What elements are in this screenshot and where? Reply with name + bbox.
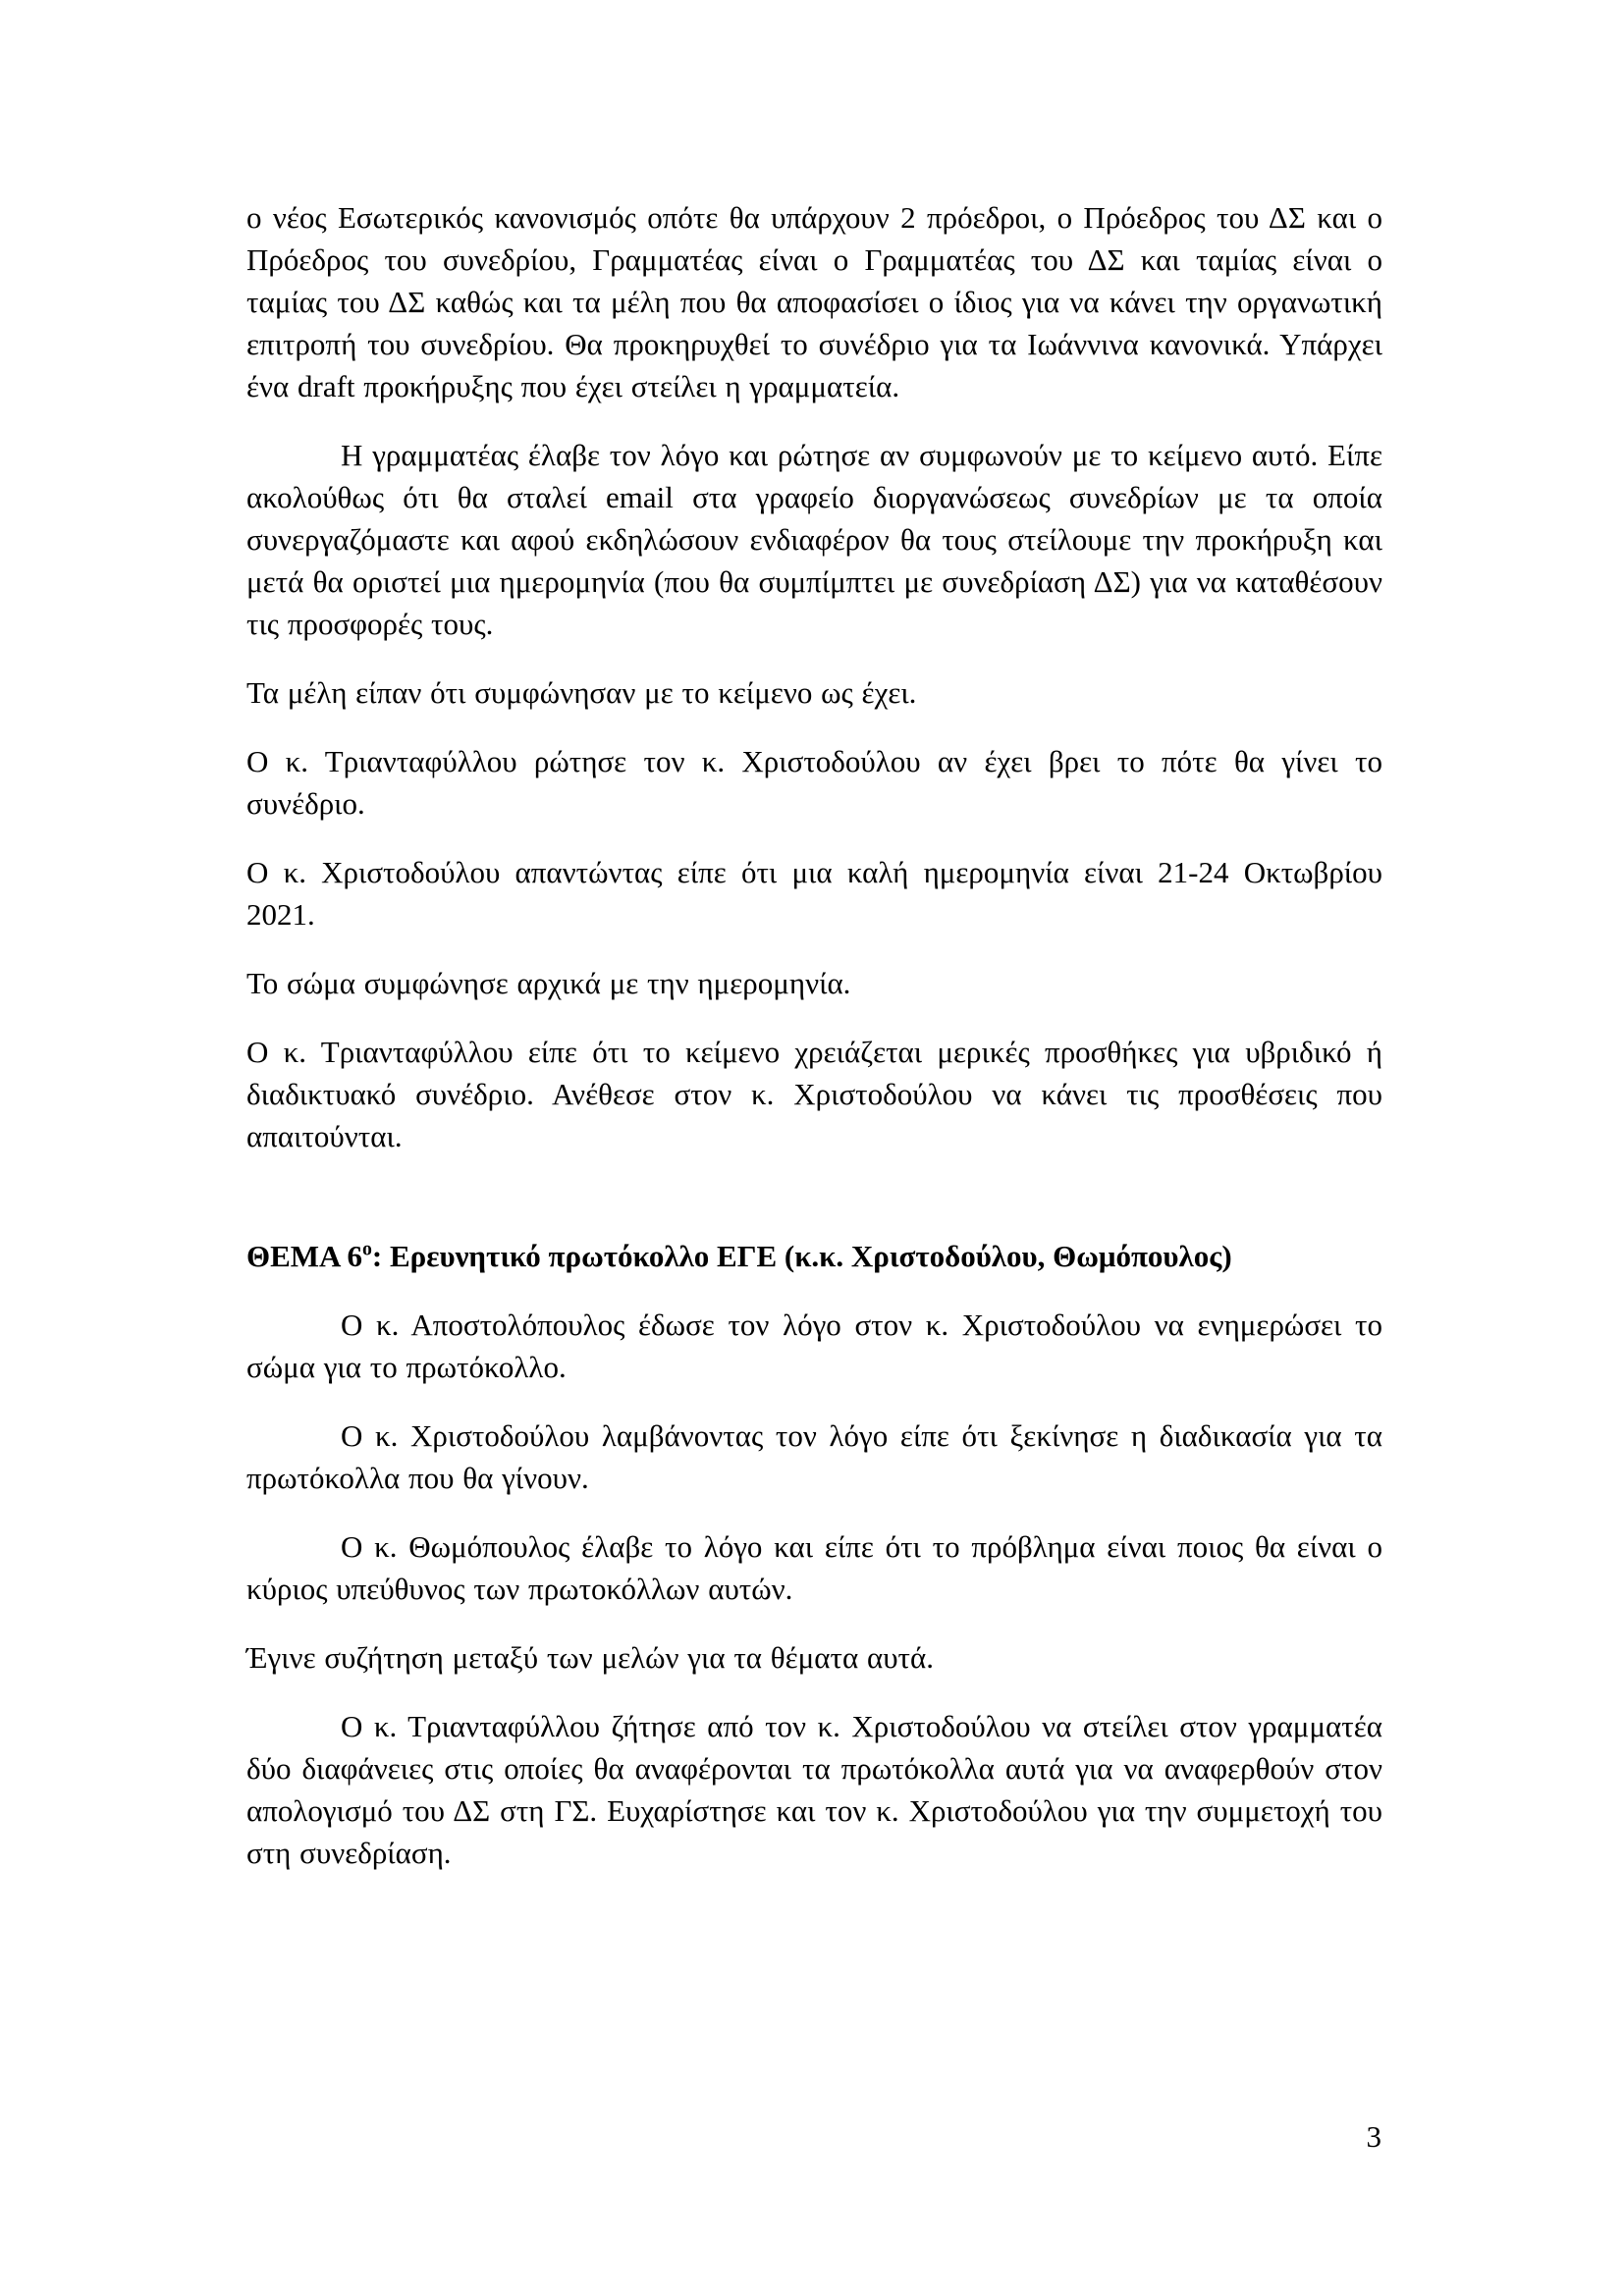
page-footer <box>1367 2118 1382 2155</box>
paragraph: Ο κ. Τριανταφύλλου ζήτησε από τον κ. Χριστοδούλου να στείλει στον γραμματέα δύο διαφάνειες στις οποίες θα αναφέρονται τα πρωτόκολλα αυτά για να αναφερθούν στον απολογισμό του ΔΣ στη ΓΣ. Ευχαρίστησε και τον κ. Χριστοδούλου για την συμμετοχή του στη συνεδρίαση. <box>246 1709 1382 1870</box>
paragraph: Έγινε συζήτηση μεταξύ των μελών για τα θέματα αυτά. <box>246 1640 934 1675</box>
page-number: 3 <box>1366 2119 1381 2154</box>
paragraph: Ο κ. Χριστοδούλου λαμβάνοντας τον λόγο είπε ότι ξεκίνησε η διαδικασία για τα πρωτόκολλα που θα γίνουν. <box>246 1418 1382 1495</box>
paragraph: Ο κ. Αποστολόπουλος έδωσε τον λόγο στον κ. Χριστοδούλου να ενημερώσει το σώμα για το πρωτόκολλο. <box>246 1308 1382 1384</box>
paragraph: Ο κ. Τριανταφύλλου ρώτησε τον κ. Χριστοδούλου αν έχει βρει το πότε θα γίνει το συνέδριο. <box>246 744 1382 821</box>
paragraph: Ο κ. Θωμόπουλος έλαβε το λόγο και είπε ότι το πρόβλημα είναι ποιος θα είναι ο κύριος υπεύθυνος των πρωτοκόλλων αυτών. <box>246 1529 1382 1606</box>
paragraph: Ο κ. Χριστοδούλου απαντώντας είπε ότι μια καλή ημερομηνία είναι 21-24 Οκτωβρίου 2021. <box>246 855 1382 932</box>
section-heading-ordinal-superscript: ο <box>361 1238 372 1260</box>
paragraph: Το σώμα συμφώνησε αρχικά με την ημερομηνία. <box>246 966 851 1000</box>
page-body <box>246 196 1382 1900</box>
paragraph: Η γραμματέας έλαβε τον λόγο και ρώτησε αν συμφωνούν με το κείμενο αυτό. Είπε ακολούθως ότι θα σταλεί email στα γραφείο διοργανώσεως συνεδρίων με τα οποία συνεργαζόμαστε και αφού εκδηλώσουν ενδιαφέρον θα τους στείλουμε την προκήρυξη και μετά θα οριστεί μια ημερομηνία (που θα συμπίμπτει με συνεδρίαση ΔΣ) για να καταθέσουν τις προσφορές τους. <box>246 438 1382 641</box>
paragraph: ο νέος Εσωτερικός κανονισμός οπότε θα υπάρχουν 2 πρόεδροι, ο Πρόεδρος του ΔΣ και ο Πρόεδρος του συνεδρίου, Γραμματέας είναι ο Γραμματέας του ΔΣ και ταμίας είναι ο ταμίας του ΔΣ καθώς και τα μέλη που θα αποφασίσει ο ίδιος για να κάνει την οργανωτική επιτροπή του συνεδρίου. Θα προκηρυχθεί το συνέδριο για τα Ιωάννινα κανονικά. Υπάρχει ένα draft προκήρυξης που έχει στείλει η γραμματεία. <box>246 200 1382 403</box>
section-heading-rest: : Ερευνητικό πρωτόκολλο ΕΓΕ (κ.κ. Χριστοδούλου, Θωμόπουλος) <box>371 1239 1232 1273</box>
section-heading <box>246 1235 1382 1277</box>
paragraph: Τα μέλη είπαν ότι συμφώνησαν με το κείμενο ως έχει. <box>246 675 917 710</box>
paragraph: Ο κ. Τριανταφύλλου είπε ότι το κείμενο χρειάζεται μερικές προσθήκες για υβριδικό ή διαδικτυακό συνέδριο. Ανέθεσε στον κ. Χριστοδούλου να κάνει τις προσθέσεις που απαιτούνται. <box>246 1035 1382 1153</box>
section-heading-prefix: ΘΕΜΑ 6 <box>246 1239 362 1273</box>
